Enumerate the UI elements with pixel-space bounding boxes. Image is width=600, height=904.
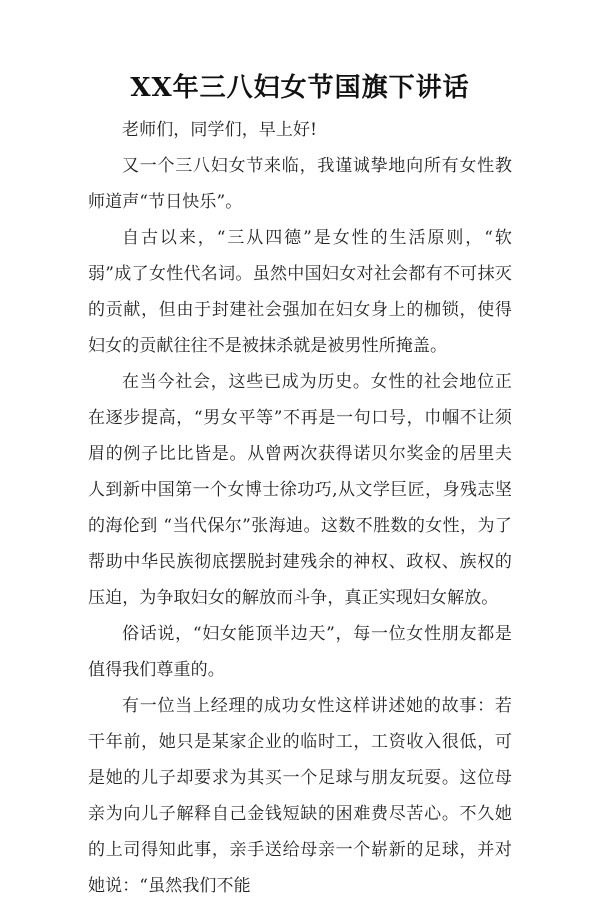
paragraph-history: 自古以来，“三从四德”是女性的生活原则，“软弱”成了女性代名词。虽然中国妇女对社会都有不可抹灭的贡献，但由于封建社会强加在妇女身上的枷锁，使得妇女的贡献往往不是被抹杀就是被男性所掩盖。 — [88, 228, 512, 356]
paragraph-modern-society: 在当今社会，这些已成为历史。女性的社会地位正在逐步提高，“男女平等”不再是一句口号，巾帼不让须眉的例子比比皆是。从曾两次获得诺贝尔奖金的居里夫人到新中国第一个女博士徐功巧,从文学巨匠，身残志坚的海伦到 “当代保尔”张海迪。这数不胜数的女性，为了帮助中华民族彻底摆脱封建残余的神权、政权、族权的压迫，为争取妇女的解放而斗争，真正实现妇女解放。 — [88, 372, 512, 608]
paragraph-proverb: 俗话说，“妇女能顶半边天”，每一位女性朋友都是值得我们尊重的。 — [88, 624, 512, 680]
paragraph-holiday-wishes: 又一个三八妇女节来临，我谨诚挚地向所有女性教师道声“节日快乐”。 — [88, 156, 512, 212]
paragraph-story: 有一位当上经理的成功女性这样讲述她的故事：若干年前，她只是某家企业的临时工，工资收入很低，可是她的儿子却要求为其买一个足球与朋友玩耍。这位母亲为向儿子解释自己金钱短缺的困难费尽苦心。不久她的上司得知此事，亲手送给母亲一个崭新的足球，并对她说：“虽然我们不能 — [88, 696, 512, 896]
document-title: XX年三八妇女节国旗下讲话 — [130, 73, 470, 103]
paragraph-greeting: 老师们，同学们，早上好! — [122, 120, 318, 140]
document-body — [88, 112, 512, 904]
